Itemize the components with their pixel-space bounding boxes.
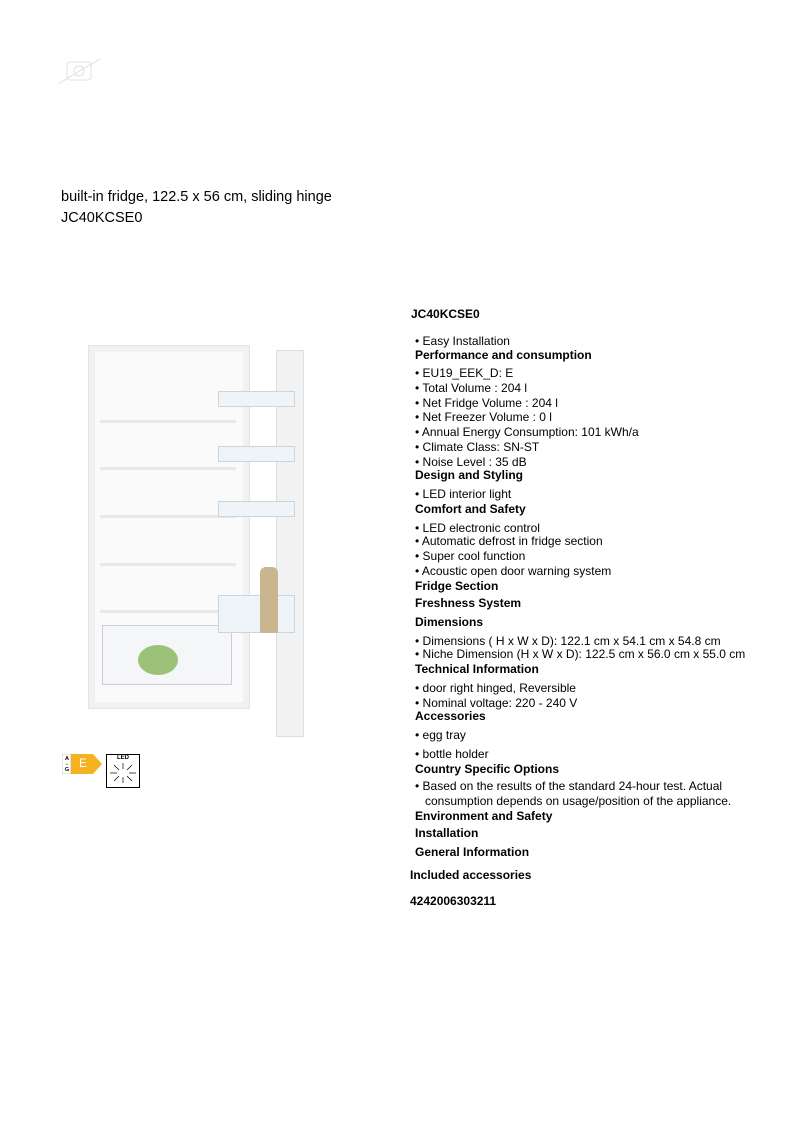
spec-item: • Acoustic open door warning system [415, 564, 612, 578]
section-heading: Accessories [415, 709, 486, 723]
spec-item: • Based on the results of the standard 24-hour test. Actual [415, 779, 723, 793]
spec-item: • Nominal voltage: 220 - 240 V [415, 696, 578, 710]
spec-item: • Super cool function [415, 549, 526, 563]
section-heading: JC40KCSE0 [411, 307, 480, 321]
section-heading: 4242006303211 [410, 894, 497, 908]
section-heading: Environment and Safety [415, 809, 553, 823]
section-heading: Performance and consumption [415, 348, 592, 362]
spec-item: • LED interior light [415, 487, 512, 501]
spec-item: • Noise Level : 35 dB [415, 455, 527, 469]
led-label: LED [117, 755, 129, 761]
section-heading: Installation [415, 826, 479, 840]
section-heading: Dimensions [415, 615, 484, 629]
product-image [88, 345, 303, 735]
spec-item: • Dimensions ( H x W x D): 122.1 cm x 54.1 cm x 54.8 cm [415, 634, 721, 648]
spec-item: • Niche Dimension (H x W x D): 122.5 cm x 56.0 cm x 55.0 cm [415, 647, 746, 661]
spec-item: • Climate Class: SN-ST [415, 440, 540, 454]
energy-scale: A-G [64, 755, 70, 773]
product-title: built-in fridge, 122.5 x 56 cm, sliding hinge [61, 189, 332, 205]
spec-item: • Total Volume : 204 l [415, 381, 528, 395]
section-heading: Design and Styling [415, 468, 524, 482]
spec-item: • door right hinged, Reversible [415, 681, 576, 695]
section-heading: Comfort and Safety [415, 502, 526, 516]
led-icon [106, 754, 140, 788]
section-heading: Freshness System [415, 596, 522, 610]
product-model: JC40KCSE0 [61, 210, 143, 226]
section-heading: Included accessories [410, 868, 532, 882]
spec-item: • EU19_EEK_D: E [415, 366, 514, 380]
placeholder-image-icon [58, 58, 100, 91]
spec-item: • Net Freezer Volume : 0 l [415, 410, 552, 424]
energy-label-badge [62, 754, 102, 774]
spec-item: • Easy Installation [415, 334, 510, 348]
spec-item: • bottle holder [415, 747, 489, 761]
energy-class: E [79, 756, 88, 770]
spec-item: • LED electronic control [415, 521, 540, 535]
section-heading: Fridge Section [415, 579, 499, 593]
spec-item: • Automatic defrost in fridge section [415, 534, 603, 548]
spec-item: • Net Fridge Volume : 204 l [415, 396, 558, 410]
section-heading: Technical Information [415, 662, 539, 676]
section-heading: Country Specific Options [415, 762, 560, 776]
spec-item: consumption depends on usage/position of the appliance. [425, 794, 732, 808]
spec-item: • Annual Energy Consumption: 101 kWh/a [415, 425, 639, 439]
section-heading: General Information [415, 845, 530, 859]
spec-item: • egg tray [415, 728, 466, 742]
